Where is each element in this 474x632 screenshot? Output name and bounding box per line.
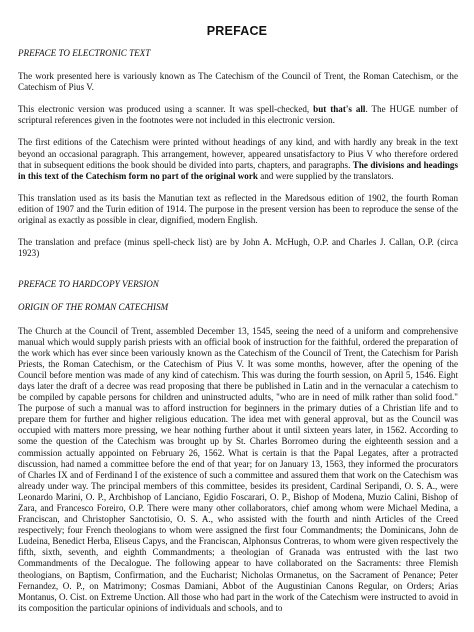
- paragraph-translators: The translation and preface (minus spell-check list) are by John A. McHugh, O.P. and Charles J. Callan, O.P. (circa 1923): [18, 237, 458, 259]
- section-spacer: [18, 270, 458, 279]
- page-title: PREFACE: [206, 24, 268, 38]
- section-heading-hardcopy: PREFACE TO HARDCOPY VERSION: [18, 279, 159, 290]
- section-heading-electronic: PREFACE TO ELECTRONIC TEXT: [18, 48, 151, 58]
- paragraph-first-editions-bold: The divisions and headings in this text of the Catechism form no part of the original work: [18, 159, 458, 181]
- paragraph-scanner-bold: but that's all: [313, 104, 366, 115]
- paragraph-first-editions-text-1: The first editions of the Catechism were printed without headings of any kind, and with hardly any break in the text beyond an occasional paragraph. This arrangement, however, appeared unsatisfactory to Pius V who therefore ordered that in subsequent editions the book should be divided into parts, chapters, and paragraphs.: [18, 137, 458, 170]
- paragraph-first-editions: [18, 137, 458, 181]
- paragraph-scanner-text-2: . The HUGE number of scriptural references given in the footnotes were not included in this electronic version.: [18, 104, 458, 126]
- paragraph-intro: The work presented here is variously known as The Catechism of the Council of Trent, the Roman Catechism, or the Catechism of Pius V.: [18, 71, 458, 93]
- paragraph-scanner-text-1: This electronic version was produced using a scanner. It was spell-checked,: [18, 104, 314, 115]
- paragraph-translation-basis: This translation used as its basis the Manutian text as reflected in the Maredsous edition of 1902, the fourth Roman edition of 1907 and the Turin edition of 1914. The purpose in the present version has been to reproduce the sense of the original as exactly as possible in clear, dignified, modern English.: [18, 192, 458, 226]
- subsection-heading-origin: ORIGIN OF THE ROMAN CATECHISM: [18, 302, 169, 313]
- document-body: [18, 48, 458, 625]
- paragraph-origin: The Church at the Council of Trent, assembled December 13, 1545, seeing the need of a uniform and comprehensive manual which would supply parish priests with an official book of instruction for the faithful, ordered the preparation of the work which has ever since been variously known as the Catechism of the Council of Trent, the Catechism for Parish Priests, the Roman Catechism, or the Catechism of Pius V. It was some months, however, after the opening of the Council before mention was made of any kind of catechism. This was during the fourth session, on April 5, 1546. Eight days later the draft of a decree was read proposing that there be published in Latin and in the vernacular a catechism to be compiled by capable persons for children and uninstructed adults, "who are in need of milk rather than solid food." The purpose of such a manual was to afford instruction for beginners in the primary duties of a Christian life and to prepare them for further and higher religious education. The idea met with general approval, but as the Council was occupied with matters more pressing, we hear nothing further about it until sixteen years later, in 1562. According to some the question of the Catechism was brought up by St. Charles Borromeo during the eighteenth session and a commission actually appointed on February 26, 1562. What is certain is that the Papal Legates, after a protracted discussion, had named a committee before the end of that year; for on January 13, 1563, they informed the procurators of Charles IX and of Ferdinand I of the existence of such a committee and assured them that work on the Catechism was already under way. The principal members of this committee, besides its president, Cardinal Seripandi, O. S. A., were Leonardo Marini, O. P., Archbishop of Lanciano, Egidio Foscarari, O. P., Bishop of Modena, Muzio Calini, Bishop of Zara, and Francesco Foreiro, O.P. There were many other collaborators, chief among whom were Michael Medina, a Franciscan, and Christopher Sanctotisio, O. S. A., who assisted with the fourth and ninth Articles of the Creed respectively; four French theologians to whom were assigned the first four Commandments; the Dominicans, John de Ludeina, Benedict Herba, Eliseus Capys, and the Franciscan, Alphonsus Contreras, to whom were given respectively the fifth, sixth, seventh, and eighth Commandments; a theologian of Granada was entrusted with the last two Commandments of the Decalogue. The following appear to have collaborated on the Sacraments: three Flemish theologians, on Baptism, Confirmation, and the Eucharist; Nicholas Ormanetus, on the Sacrament of Penance; Peter Fernandez, O. P., on Matrimony; Cosmas Damiani, Abbot of the Augustinian Canons Regular, on Orders; Arias Montanus, O. Cist. on Extreme Unction. All those who had part in the work of the Catechism were instructed to avoid in its composition the particular opinions of individuals and schools, and to: [18, 325, 458, 613]
- paragraph-first-editions-text-2: and were supplied by the translators.: [257, 170, 394, 181]
- paragraph-scanner: [18, 104, 458, 126]
